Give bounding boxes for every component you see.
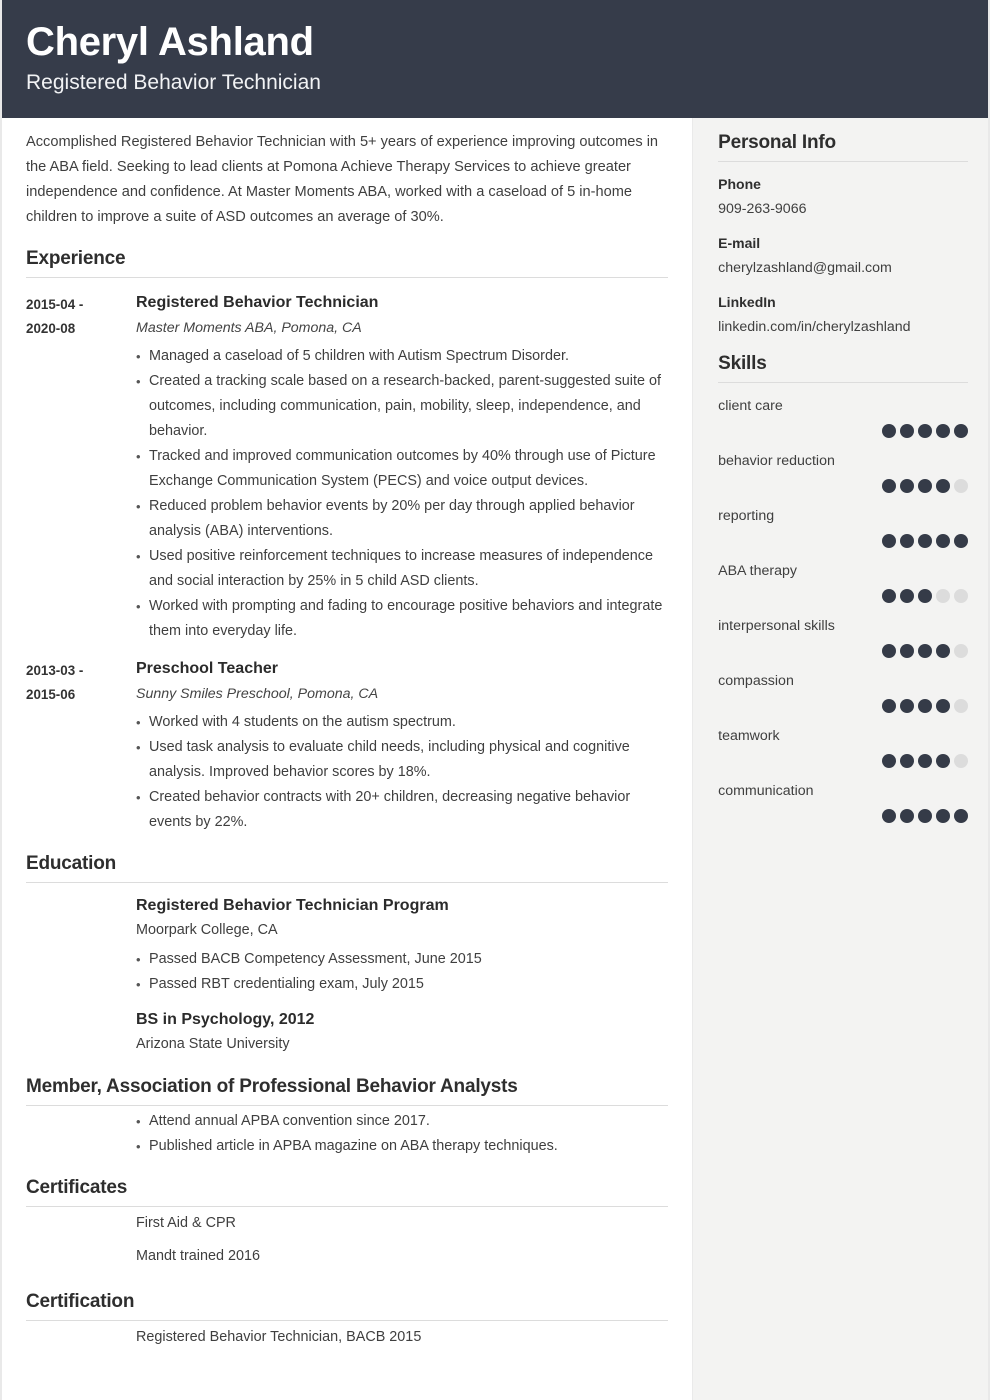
rating-dot-filled: [900, 479, 914, 493]
education-institution: Moorpark College, CA: [136, 922, 278, 938]
bullet-item: • Used positive reinforcement techniques to increase measures of independence and social interaction by 25% in 5 child ASD clients.: [136, 544, 668, 594]
page-title: Cheryl Ashland: [26, 20, 314, 64]
professional-summary: Accomplished Registered Behavior Technician with 5+ years of experience improving outcomes in the ABA field. Seeking to lead clients at Pomona Achieve Therapy Services to achieve greater independence and confidence. At Master Moments ABA, worked with a caseload of 5 in-home children to improve a suite of ASD outcomes an average of 30%.: [26, 134, 659, 225]
rating-dot-filled: [918, 644, 932, 658]
experience-entry: [26, 292, 668, 644]
section-certification: [26, 1291, 668, 1354]
rating-dot-filled: [918, 589, 932, 603]
rating-dot-filled: [936, 424, 950, 438]
section-education: [26, 853, 668, 1058]
rating-dot-filled: [918, 754, 932, 768]
rating-dot-filled: [918, 424, 932, 438]
certification-item: Registered Behavior Technician, BACB 2015: [136, 1329, 422, 1345]
rating-dot-filled: [954, 534, 968, 548]
personal-info-field: [718, 292, 968, 339]
skill-rating-dots: [718, 699, 968, 713]
education-title: Registered Behavior Technician Program: [136, 897, 449, 914]
skill-row: [718, 506, 968, 548]
bullet-item: • Tracked and improved communication outcomes by 40% through use of Picture Exchange Communication System (PECS) and voice output devices.: [136, 444, 668, 494]
certificates-item-list: [26, 1207, 668, 1273]
rating-dot-filled: [954, 809, 968, 823]
bullet-item: • Created a tracking scale based on a research-backed, parent-suggested suite of outcomes, including communication, pain, mobility, sleep, independence, and behavior.: [136, 369, 668, 444]
rating-dot-filled: [882, 754, 896, 768]
skill-name: communication: [718, 783, 814, 799]
personal-info-value[interactable]: cherylzashland@gmail.com: [718, 260, 892, 276]
personal-info-field-list: [718, 174, 968, 339]
experience-entry-list: [26, 292, 668, 835]
skill-row: [718, 561, 968, 603]
rating-dot-filled: [882, 809, 896, 823]
skill-row: [718, 726, 968, 768]
experience-detail: [136, 658, 668, 835]
sidebar-heading-personal-info: Personal Info: [718, 132, 968, 162]
bullet-item: • Attend annual APBA convention since 2017.: [136, 1109, 668, 1134]
experience-company: Master Moments ABA, Pomona, CA: [136, 320, 362, 336]
rating-dot-filled: [882, 589, 896, 603]
section-heading-education: Education: [26, 853, 668, 883]
skill-rating-dots: [718, 534, 968, 548]
bullet-item: • Worked with prompting and fading to encourage positive behaviors and integrate them into everyday life.: [136, 594, 668, 644]
education-item: [136, 1009, 668, 1058]
experience-dates: [26, 292, 136, 644]
rating-dot-filled: [882, 534, 896, 548]
bullet-item: • Passed RBT credentialing exam, July 2015: [136, 972, 668, 997]
personal-info-field: [718, 174, 968, 221]
personal-info-label: E-mail: [718, 235, 761, 251]
rating-dot-filled: [882, 479, 896, 493]
section-heading-certificates: Certificates: [26, 1177, 668, 1207]
rating-dot-empty: [936, 589, 950, 603]
skill-name: ABA therapy: [718, 563, 797, 579]
skill-name: reporting: [718, 508, 775, 524]
skill-name: interpersonal skills: [718, 618, 835, 634]
skill-row: [718, 451, 968, 493]
rating-dot-filled: [936, 644, 950, 658]
education-item: [136, 895, 668, 997]
rating-dot-empty: [954, 479, 968, 493]
skill-row: [718, 396, 968, 438]
experience-date-start: 2015-04 -: [26, 297, 84, 312]
experience-dates: [26, 658, 136, 835]
header-job-title: Registered Behavior Technician: [26, 71, 321, 94]
rating-dot-filled: [882, 644, 896, 658]
bullet-item: • Created behavior contracts with 20+ children, decreasing negative behavior events by 22%.: [136, 785, 668, 835]
rating-dot-filled: [954, 424, 968, 438]
bullet-item: • Passed BACB Competency Assessment, June 2015: [136, 947, 668, 972]
section-heading-certification: Certification: [26, 1291, 668, 1321]
experience-date-end: 2020-08: [26, 321, 76, 336]
rating-dot-filled: [936, 809, 950, 823]
resume-header: [2, 0, 988, 118]
rating-dot-filled: [936, 699, 950, 713]
certificate-item: First Aid & CPR: [136, 1215, 236, 1231]
bullet-item: • Managed a caseload of 5 children with Autism Spectrum Disorder.: [136, 344, 668, 369]
rating-dot-filled: [918, 699, 932, 713]
rating-dot-filled: [936, 479, 950, 493]
rating-dot-filled: [900, 424, 914, 438]
skill-rating-dots: [718, 479, 968, 493]
skill-name: teamwork: [718, 728, 780, 744]
rating-dot-filled: [882, 424, 896, 438]
rating-dot-filled: [918, 479, 932, 493]
education-item-list: [26, 895, 668, 1058]
experience-company: Sunny Smiles Preschool, Pomona, CA: [136, 686, 379, 702]
education-institution: Arizona State University: [136, 1036, 290, 1052]
bullet-item: • Worked with 4 students on the autism spectrum.: [136, 710, 668, 735]
experience-detail: [136, 292, 668, 644]
membership-bullet-list: [26, 1109, 668, 1159]
skill-row: [718, 781, 968, 823]
certification-item-list: [26, 1321, 668, 1354]
main-column: [2, 118, 692, 1400]
skill-rating-dots: [718, 644, 968, 658]
rating-dot-filled: [900, 534, 914, 548]
resume-body: [2, 118, 988, 1400]
education-bullet-list: [136, 947, 668, 997]
skill-rating-dots: [718, 589, 968, 603]
skill-row: [718, 671, 968, 713]
experience-date-end: 2015-06: [26, 687, 76, 702]
experience-job-title: Preschool Teacher: [136, 660, 278, 677]
skill-name: compassion: [718, 673, 794, 689]
rating-dot-empty: [954, 699, 968, 713]
experience-job-title: Registered Behavior Technician: [136, 294, 379, 311]
sidebar-section-skills: [718, 339, 968, 823]
personal-info-value[interactable]: linkedin.com/in/cherylzashland: [718, 319, 911, 335]
rating-dot-empty: [954, 644, 968, 658]
skill-rating-dots: [718, 754, 968, 768]
bullet-item: • Used task analysis to evaluate child needs, including physical and cognitive analysis. Improved behavior scores by 18%.: [136, 735, 668, 785]
education-title: BS in Psychology, 2012: [136, 1011, 315, 1028]
certificate-item: Mandt trained 2016: [136, 1248, 261, 1264]
rating-dot-empty: [954, 589, 968, 603]
experience-bullet-list: [136, 710, 668, 835]
section-membership: [26, 1076, 668, 1159]
skill-row: [718, 616, 968, 658]
skill-name: client care: [718, 398, 783, 414]
bullet-item: • Published article in APBA magazine on ABA therapy techniques.: [136, 1134, 668, 1159]
rating-dot-filled: [936, 754, 950, 768]
rating-dot-filled: [900, 699, 914, 713]
experience-bullet-list: [136, 344, 668, 644]
rating-dot-filled: [900, 809, 914, 823]
rating-dot-filled: [900, 754, 914, 768]
personal-info-field: [718, 233, 968, 280]
rating-dot-filled: [918, 809, 932, 823]
section-experience: [26, 248, 668, 835]
personal-info-label: Phone: [718, 176, 761, 192]
rating-dot-filled: [882, 699, 896, 713]
skills-list: [718, 396, 968, 823]
rating-dot-filled: [900, 589, 914, 603]
membership-bullets: [136, 1109, 668, 1159]
personal-info-label: LinkedIn: [718, 294, 776, 310]
experience-date-start: 2013-03 -: [26, 663, 84, 678]
sidebar-column: [692, 118, 988, 1400]
sidebar-section-personal-info: [718, 118, 968, 339]
sidebar-heading-skills: Skills: [718, 353, 968, 383]
personal-info-value[interactable]: 909-263-9066: [718, 201, 807, 217]
bullet-item: • Reduced problem behavior events by 20% per day through applied behavior analysis (ABA) interventions.: [136, 494, 668, 544]
section-heading-experience: Experience: [26, 248, 668, 278]
rating-dot-filled: [900, 644, 914, 658]
section-certificates: [26, 1177, 668, 1273]
skill-name: behavior reduction: [718, 453, 835, 469]
skill-rating-dots: [718, 424, 968, 438]
experience-entry: [26, 658, 668, 835]
skill-rating-dots: [718, 809, 968, 823]
rating-dot-filled: [936, 534, 950, 548]
section-heading-membership: Member, Association of Professional Behavior Analysts: [26, 1076, 668, 1106]
rating-dot-filled: [918, 534, 932, 548]
rating-dot-empty: [954, 754, 968, 768]
